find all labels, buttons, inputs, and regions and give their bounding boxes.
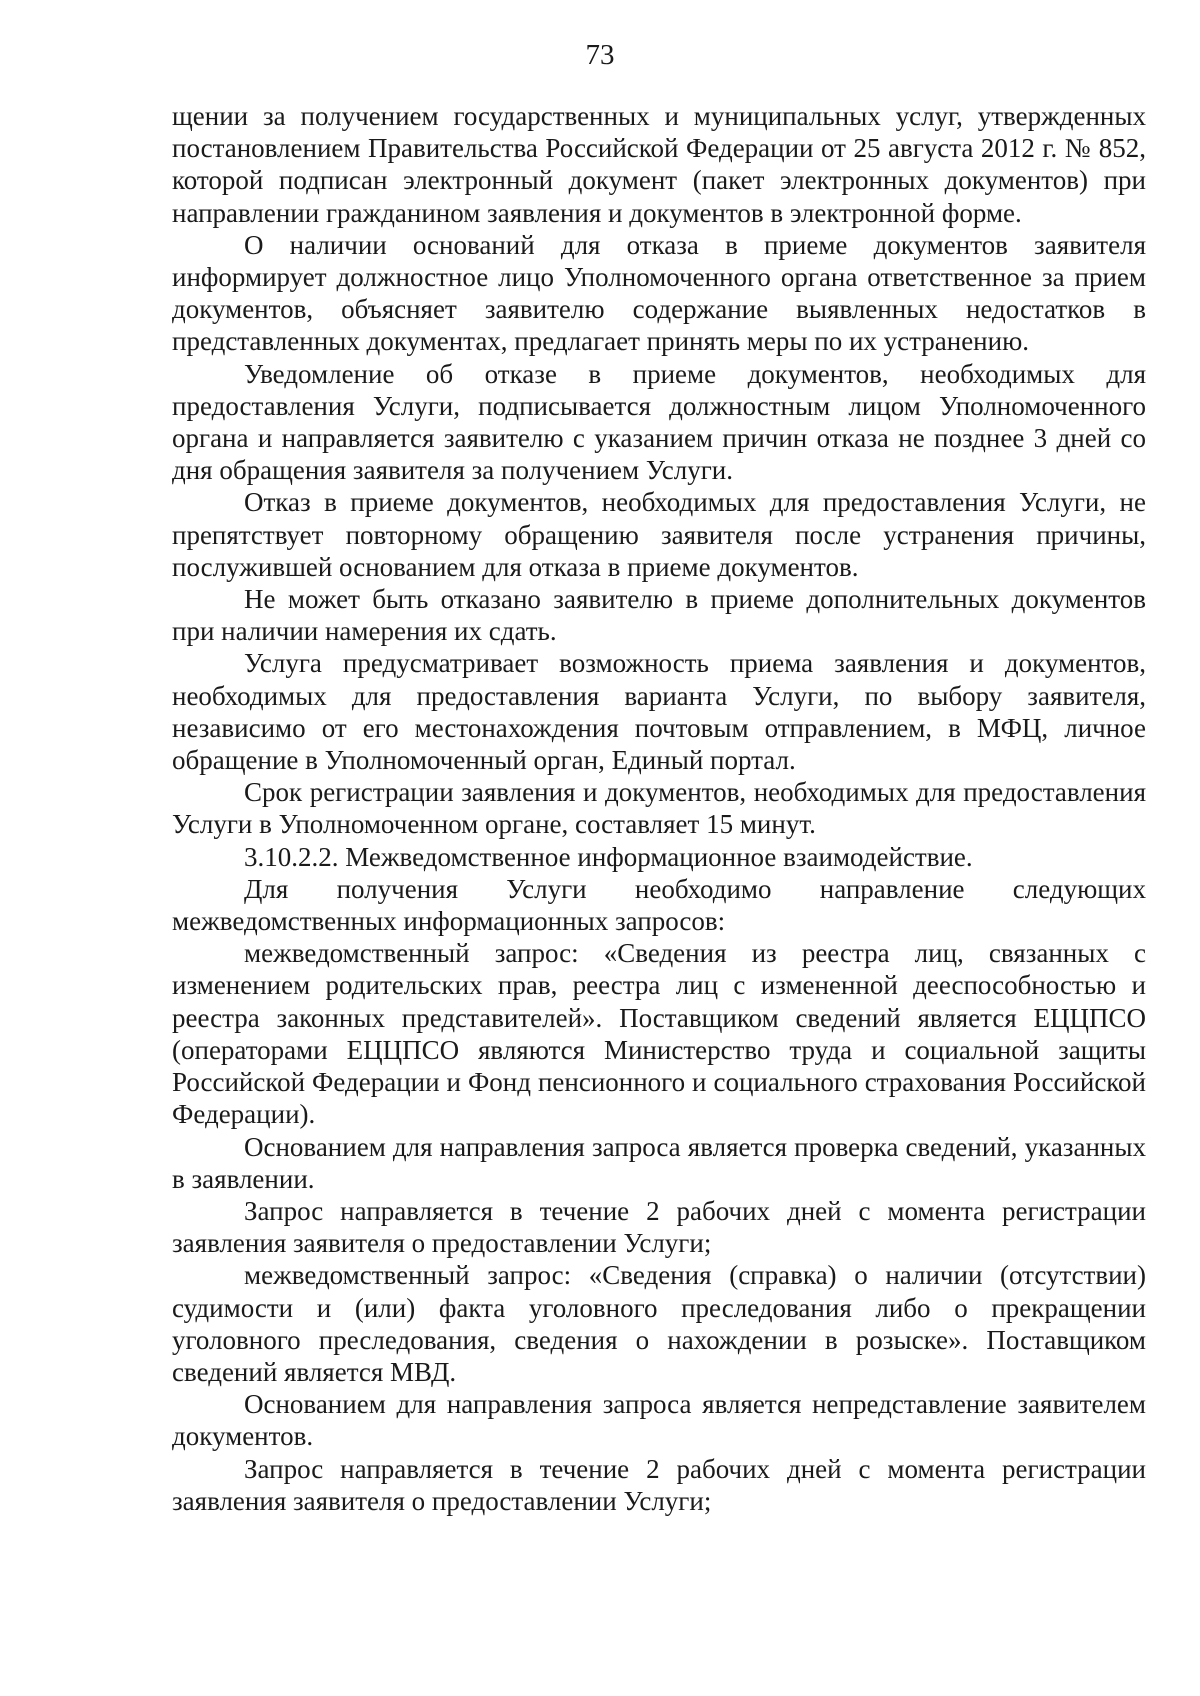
paragraph: Запрос направляется в течение 2 рабочих дней с момента регистрации заявления заявителя о предоставлении Услуги;	[172, 1195, 1146, 1259]
document-body	[172, 100, 1146, 1517]
paragraph: Для получения Услуги необходимо направление следующих межведомственных информационных запросов:	[172, 873, 1146, 937]
paragraph: О наличии оснований для отказа в приеме документов заявителя информирует должностное лицо Уполномоченного органа ответственное за прием документов, объясняет заявителю содержание выявленных недостатков в представленных документах, предлагает принять меры по их устранению.	[172, 229, 1146, 357]
paragraph: Основанием для направления запроса является непредставление заявителем документов.	[172, 1389, 1146, 1452]
paragraph: Услуга предусматривает возможность приема заявления и документов, необходимых для предоставления варианта Услуги, по выбору заявителя, независимо от его местонахождения почтовым отправлением, в МФЦ, личное обращение в Уполномоченный орган, Единый портал.	[172, 648, 1146, 776]
paragraph: межведомственный запрос: «Сведения (справка) о наличии (отсутствии) судимости и (или) факта уголовного преследования либо о прекращении уголовного преследования, сведения о нахождении в розыске». Поставщиком сведений является МВД.	[172, 1260, 1146, 1387]
paragraph: Срок регистрации заявления и документов, необходимых для предоставления Услуги в Уполномоченном органе, составляет 15 минут.	[172, 777, 1146, 840]
paragraph: Отказ в приеме документов, необходимых для предоставления Услуги, не препятствует повторному обращению заявителя после устранения причины, послужившей основанием для отказа в приеме документов.	[172, 487, 1146, 582]
paragraph: межведомственный запрос: «Сведения из реестра лиц, связанных с изменением родительских прав, реестра лиц с измененной дееспособностью и реестра законных представителей». Поставщиком сведений является ЕЦЦПСО (операторами ЕЦЦПСО являются Министерство труда и социальной защиты Российской Федерации и Фонд пенсионного и социального страхования Российской Федерации).	[172, 938, 1146, 1130]
paragraph: Запрос направляется в течение 2 рабочих дней с момента регистрации заявления заявителя о предоставлении Услуги;	[172, 1453, 1146, 1516]
section-heading: 3.10.2.2. Межведомственное информационное взаимодействие.	[244, 841, 973, 872]
paragraph: Уведомление об отказе в приеме документов, необходимых для предоставления Услуги, подписывается должностным лицом Уполномоченного органа и направляется заявителю с указанием причин отказа не позднее 3 дней со дня обращения заявителя за получением Услуги.	[172, 358, 1146, 486]
paragraph-continuation: щении за получением государственных и муниципальных услуг, утвержденных постановлением Правительства Российской Федерации от 25 августа 2012 г. № 852, которой подписан электронный документ (пакет электронных документов) при направлении гражданином заявления и документов в электронной форме.	[172, 101, 1146, 228]
paragraph: Основанием для направления запроса является проверка сведений, указанных в заявлении.	[172, 1131, 1146, 1194]
page-number: 73	[585, 39, 615, 71]
paragraph: Не может быть отказано заявителю в приеме дополнительных документов при наличии намерения их сдать.	[172, 584, 1146, 647]
